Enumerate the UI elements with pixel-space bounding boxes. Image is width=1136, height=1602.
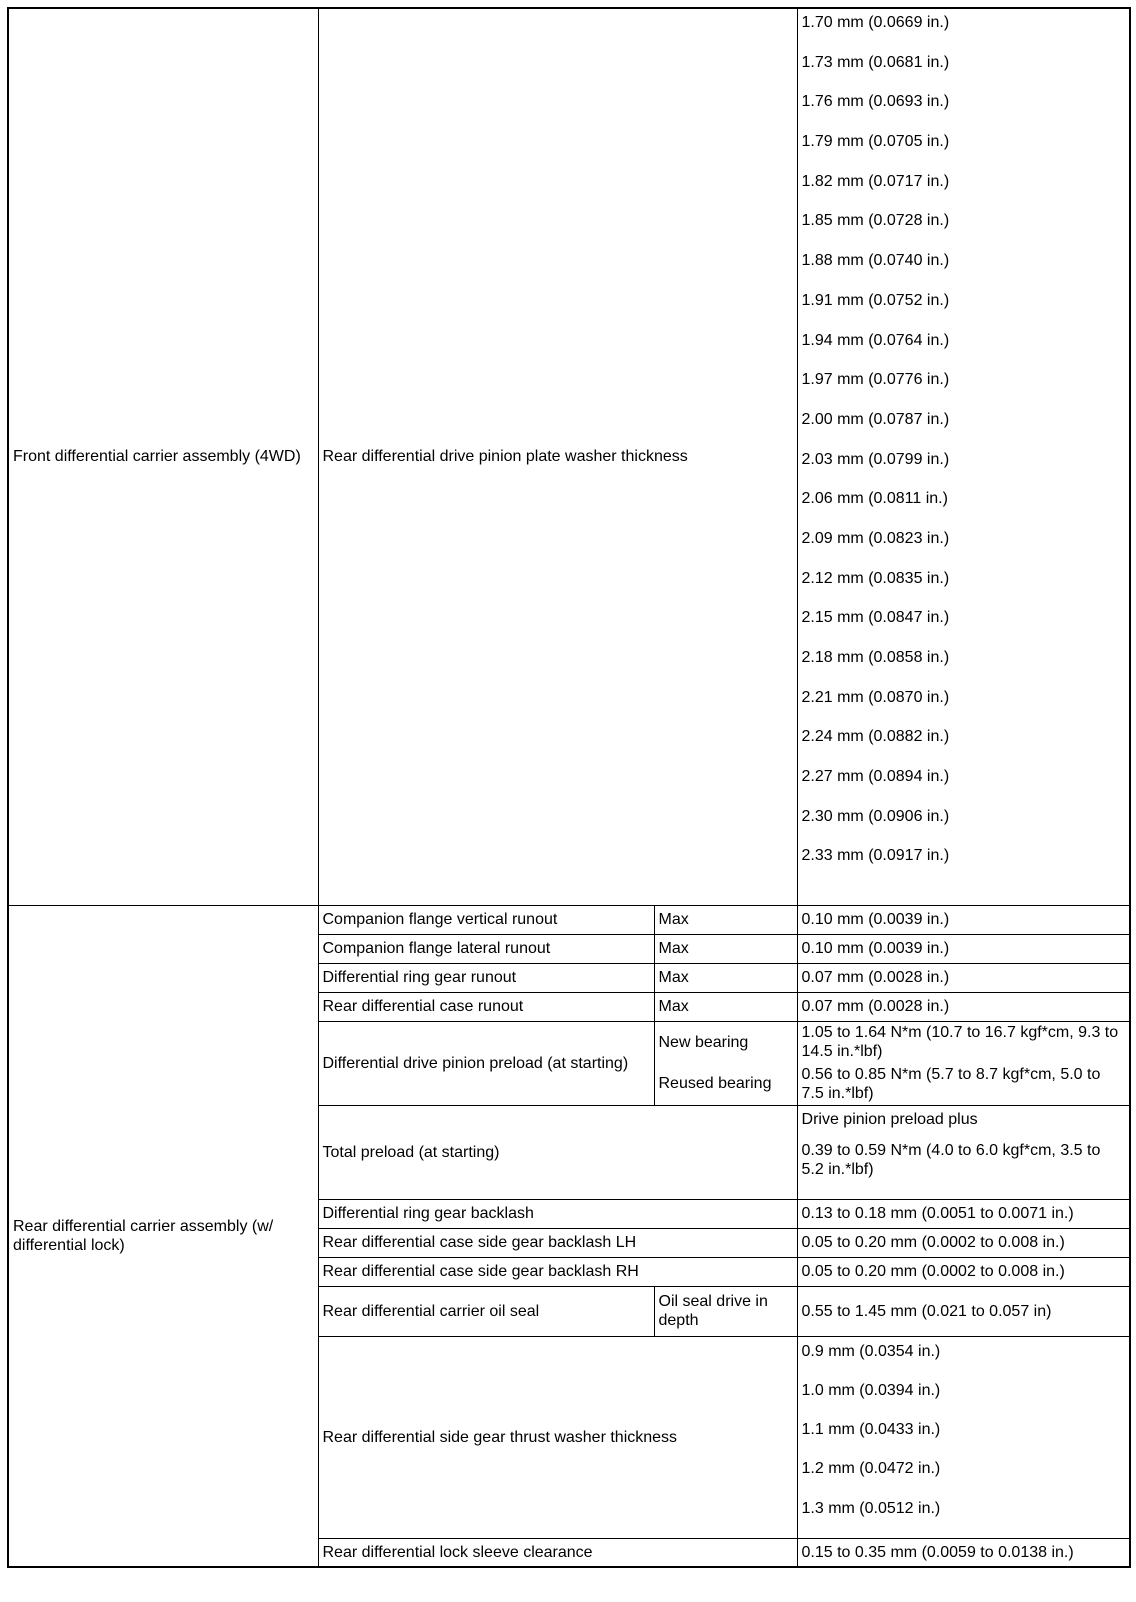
lock-sleeve-item: Rear differential lock sleeve clearance — [318, 1538, 797, 1567]
ring-gear-backlash-item: Differential ring gear backlash — [318, 1199, 797, 1228]
case-runout-item: Rear differential case runout — [318, 992, 654, 1021]
list-item: 2.15 mm (0.0847 in.) — [801, 609, 950, 627]
list-item: 1.0 mm (0.0394 in.) — [801, 1381, 941, 1399]
table-row — [8, 905, 1130, 934]
thrust-washer-values-cell — [797, 1336, 1130, 1538]
oil-seal-value: 0.55 to 1.45 mm (0.021 to 0.057 in) — [797, 1286, 1130, 1336]
thrust-washer-item: Rear differential side gear thrust washer thickness — [318, 1336, 797, 1538]
spec-table — [7, 7, 1131, 1568]
list-item: 2.18 mm (0.0858 in.) — [801, 649, 950, 666]
side-gear-backlash-rh-item: Rear differential case side gear backlash RH — [318, 1257, 797, 1286]
rear-assembly-cell — [8, 905, 318, 1567]
list-item: 2.30 mm (0.0906 in.) — [801, 807, 950, 825]
list-item: 1.3 mm (0.0512 in.) — [801, 1499, 941, 1517]
list-item: 2.24 mm (0.0882 in.) — [801, 728, 950, 746]
companion-vertical-cond: Max — [654, 905, 797, 934]
list-item: 1.82 mm (0.0717 in.) — [801, 172, 950, 190]
front-item-cell — [318, 8, 797, 905]
ring-gear-runout-cond: Max — [654, 963, 797, 992]
list-item: 2.12 mm (0.0835 in.) — [801, 569, 950, 587]
total-preload-line2: 0.39 to 0.59 N*m (4.0 to 6.0 kgf*cm, 3.5 to 5.2 in.*lbf) — [801, 1141, 1101, 1178]
list-item: 1.97 mm (0.0776 in.) — [801, 371, 950, 389]
list-item: 1.73 mm (0.0681 in.) — [801, 53, 950, 71]
pinion-preload-reused-value: 0.56 to 0.85 N*m (5.7 to 8.7 kgf*cm, 5.0 to 7.5 in.*lbf) — [797, 1063, 1130, 1105]
total-preload-value — [797, 1105, 1130, 1199]
companion-vertical-item: Companion flange vertical runout — [318, 905, 654, 934]
list-item: 1.76 mm (0.0693 in.) — [801, 93, 950, 111]
case-runout-cond: Max — [654, 992, 797, 1021]
companion-lateral-value: 0.10 mm (0.0039 in.) — [797, 934, 1130, 963]
front-values-list — [798, 9, 1130, 886]
list-item: 1.70 mm (0.0669 in.) — [801, 14, 950, 31]
lock-sleeve-value: 0.15 to 0.35 mm (0.0059 to 0.0138 in.) — [797, 1538, 1130, 1567]
list-item: 2.09 mm (0.0823 in.) — [801, 529, 950, 547]
list-item: 1.88 mm (0.0740 in.) — [801, 252, 950, 270]
list-item: 0.9 mm (0.0354 in.) — [801, 1342, 941, 1360]
companion-lateral-cond: Max — [654, 934, 797, 963]
pinion-preload-new-value: 1.05 to 1.64 N*m (10.7 to 16.7 kgf*cm, 9.3 to 14.5 in.*lbf) — [797, 1021, 1130, 1063]
thrust-washer-values-list — [798, 1337, 1130, 1538]
ring-gear-backlash-value: 0.13 to 0.18 mm (0.0051 to 0.0071 in.) — [797, 1199, 1130, 1228]
list-item: 2.27 mm (0.0894 in.) — [801, 768, 950, 786]
ring-gear-runout-item: Differential ring gear runout — [318, 963, 654, 992]
list-item: 2.33 mm (0.0917 in.) — [801, 847, 950, 865]
front-item-label: Rear differential drive pinion plate washer thickness — [322, 448, 688, 466]
companion-lateral-item: Companion flange lateral runout — [318, 934, 654, 963]
side-gear-backlash-lh-item: Rear differential case side gear backlash LH — [318, 1228, 797, 1257]
ring-gear-runout-value: 0.07 mm (0.0028 in.) — [797, 963, 1130, 992]
list-item: 1.1 mm (0.0433 in.) — [801, 1421, 941, 1439]
total-preload-item: Total preload (at starting) — [318, 1105, 797, 1199]
front-assembly-cell — [8, 8, 318, 905]
oil-seal-item: Rear differential carrier oil seal — [318, 1286, 654, 1336]
list-item: 1.79 mm (0.0705 in.) — [801, 133, 950, 151]
list-item: 1.94 mm (0.0764 in.) — [801, 331, 950, 349]
total-preload-line1: Drive pinion preload plus — [801, 1110, 978, 1128]
rear-assembly-label: Rear differential carrier assembly (w/ differential lock) — [13, 1217, 274, 1254]
pinion-preload-item: Differential drive pinion preload (at starting) — [318, 1021, 654, 1105]
side-gear-backlash-rh-value: 0.05 to 0.20 mm (0.0002 to 0.008 in.) — [797, 1257, 1130, 1286]
list-item: 2.06 mm (0.0811 in.) — [801, 490, 948, 508]
front-assembly-label: Front differential carrier assembly (4WD) — [13, 448, 301, 466]
front-values-cell — [797, 8, 1130, 905]
case-runout-value: 0.07 mm (0.0028 in.) — [797, 992, 1130, 1021]
list-item: 2.00 mm (0.0787 in.) — [801, 410, 950, 428]
pinion-preload-new-cond: New bearing — [654, 1021, 797, 1063]
list-item: 2.21 mm (0.0870 in.) — [801, 688, 950, 706]
side-gear-backlash-lh-value: 0.05 to 0.20 mm (0.0002 to 0.008 in.) — [797, 1228, 1130, 1257]
oil-seal-cond: Oil seal drive in depth — [654, 1286, 797, 1336]
companion-vertical-value: 0.10 mm (0.0039 in.) — [797, 905, 1130, 934]
list-item: 2.03 mm (0.0799 in.) — [801, 450, 950, 468]
pinion-preload-reused-cond: Reused bearing — [654, 1063, 797, 1105]
front-row — [8, 8, 1130, 905]
list-item: 1.91 mm (0.0752 in.) — [801, 291, 950, 309]
list-item: 1.2 mm (0.0472 in.) — [801, 1460, 941, 1478]
list-item: 1.85 mm (0.0728 in.) — [801, 212, 950, 230]
